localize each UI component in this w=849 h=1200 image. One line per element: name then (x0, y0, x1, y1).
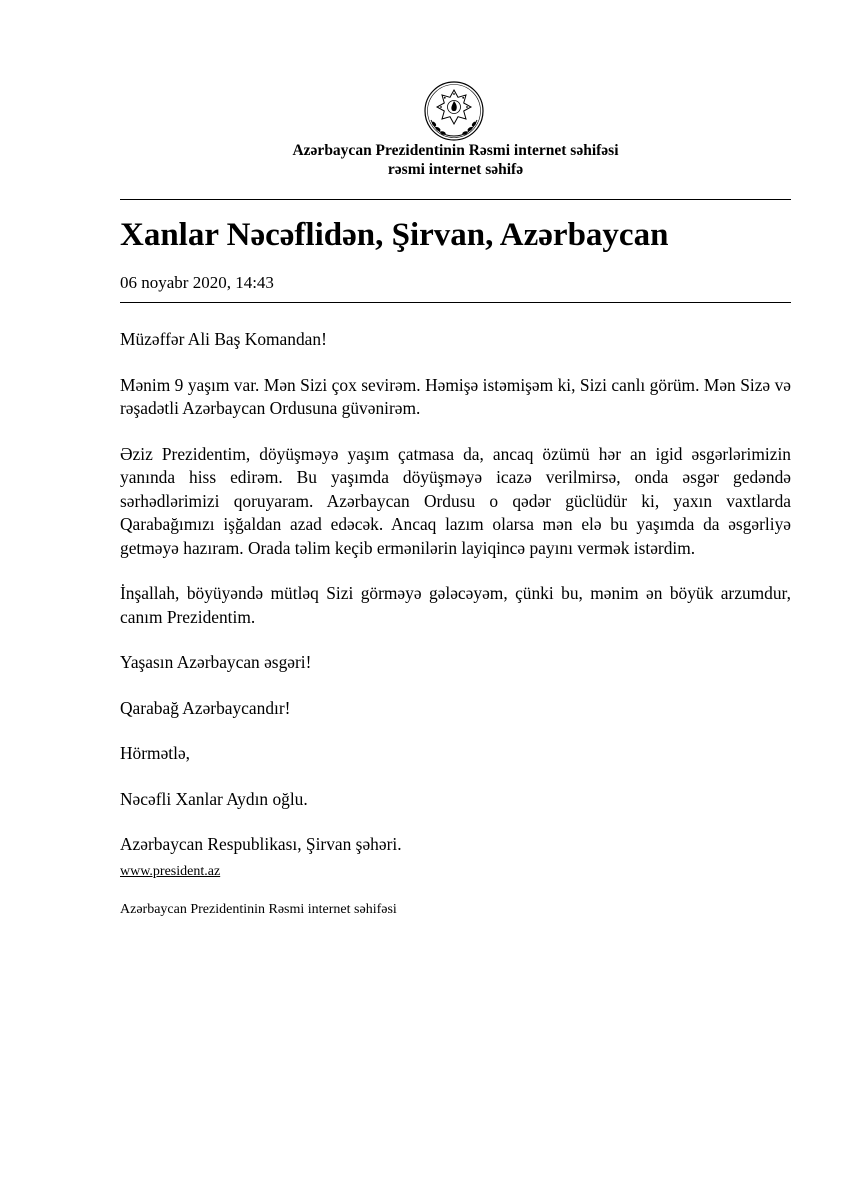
source-link[interactable]: www.president.az (120, 864, 221, 879)
slogan-line: Qarabağ Azərbaycandır! (120, 697, 291, 718)
azerbaijan-state-emblem-icon (423, 80, 485, 142)
article-date: 06 noyabr 2020, 14:43 (120, 273, 274, 292)
body-paragraph: Əziz Prezidentim, döyüşməyə yaşım çatmasa da, ancaq özümü hər an igid əsgərlərimizin yanında hiss edirəm. Bu yaşımda döyüşməyə icazə verilmirsə, onda əsgər gedəndə sərhədlərimizi qoruyaram. Azərbaycan Ordusu o qədər güclüdür ki, yaxın vaxtlarda Qarabağımızı işğaldan azad edəcək. Ancaq lazım olarsa mən elə bu yaşımda da əsgərliyə getməyə hazıram. Orada təlim keçib ermənilərin layiqincə payını vermək istərdim. (120, 443, 791, 558)
slogan-line: Yaşasın Azərbaycan əsgəri! (120, 652, 312, 672)
footer-note: Azərbaycan Prezidentinin Rəsmi internet səhifəsi (120, 902, 397, 917)
closing-line: Hörmətlə, (120, 743, 191, 763)
top-divider (120, 199, 791, 200)
bottom-divider (120, 302, 791, 303)
salutation: Müzəffər Ali Baş Komandan! (120, 329, 327, 349)
signature-location: Azərbaycan Respublikası, Şirvan şəhəri. (120, 834, 402, 854)
site-subtitle: rəsmi internet səhifə (387, 161, 524, 178)
article-body (120, 328, 791, 879)
body-paragraph: İnşallah, böyüyəndə mütləq Sizi görməyə gələcəyəm, çünki bu, mənim ən böyük arzumdur, canım Prezidentim. (120, 583, 791, 627)
site-title: Azərbaycan Prezidentinin Rəsmi internet səhifəsi (292, 142, 619, 159)
body-paragraph: Mənim 9 yaşım var. Mən Sizi çox sevirəm. Həmişə istəmişəm ki, Sizi canlı görüm. Mən Sizə və rəşadətli Azərbaycan Ordusuna güvənirəm. (120, 374, 791, 418)
signature-name: Nəcəfli Xanlar Aydın oğlu. (120, 788, 308, 809)
article-title: Xanlar Nəcəflidən, Şirvan, Azərbaycan (120, 217, 669, 253)
